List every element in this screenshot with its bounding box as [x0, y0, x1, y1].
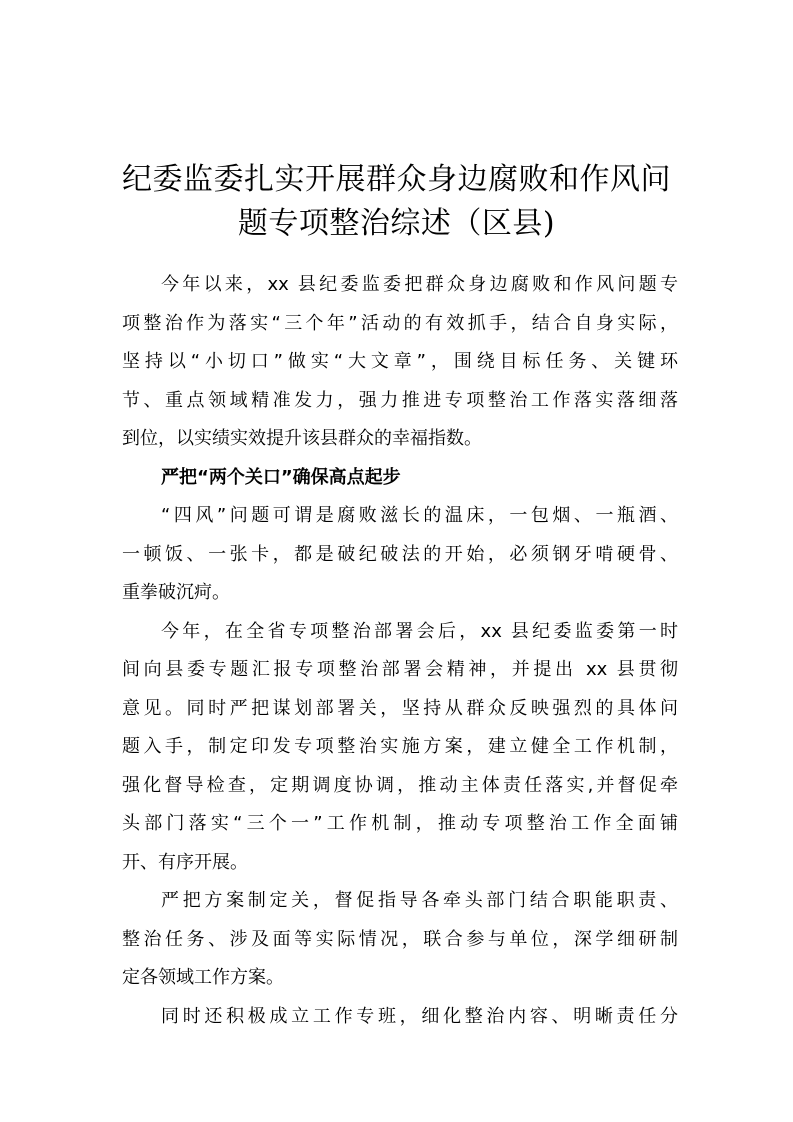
paragraph-four-winds — [122, 497, 678, 613]
text-line: 今年以来，xx 县纪委监委把群众身边腐败和作风问题专 — [161, 274, 678, 295]
text-line: 间向县委专题汇报专项整治部署会精神，并提出 xx 县贯彻 — [122, 659, 678, 680]
text-line: 整治任务、涉及面等实际情况，联合参与单位，深学细研制 — [122, 928, 678, 950]
text-line: 同时还积极成立工作专班，细化整治内容、明晰责任分 — [161, 1005, 678, 1027]
paragraph-intro — [122, 266, 678, 459]
text-line: 一顿饭、一张卡，都是破纪破法的开始，必须钢牙啃硬骨、 — [122, 543, 678, 565]
text-line: 头部门落实“三个一”工作机制，推动专项整治工作全面铺 — [122, 813, 678, 834]
text-line: 题入手，制定印发专项整治实施方案，建立健全工作机制， — [122, 736, 678, 757]
paragraph-plan — [122, 882, 678, 998]
title-line-2: 题专项整治综述（区县) — [237, 206, 556, 242]
section-heading: 严把“两个关口”确保高点起步 — [161, 466, 401, 488]
text-line: 定各领域工作方案。 — [122, 967, 284, 988]
text-line: 今年，在全省专项整治部署会后，xx 县纪委监委第一时 — [161, 620, 678, 642]
paragraph-deployment — [122, 613, 678, 883]
text-line: “四风”问题可谓是腐败滋长的温床，一包烟、一瓶酒、 — [161, 505, 678, 526]
text-line: 坚持以“小切口”做实“大文章”，围绕目标任务、关键环 — [122, 351, 678, 372]
title-line-1: 纪委监委扎实开展群众身边腐败和作风问 — [122, 162, 671, 198]
text-line: 意见。同时严把谋划部署关，坚持从群众反映强烈的具体问 — [122, 697, 678, 719]
document-body — [122, 266, 678, 1036]
text-line: 节、重点领域精准发力，强力推进专项整治工作落实落细落 — [122, 389, 678, 411]
document-title — [0, 158, 793, 246]
text-line: 强化督导检查，定期调度协调，推动主体责任落实,并督促牵 — [122, 774, 678, 796]
text-line: 开、有序开展。 — [122, 851, 248, 873]
text-line: 严把方案制定关，督促指导各牵头部门结合职能职责、 — [161, 890, 678, 911]
text-line: 到位，以实绩实效提升该县群众的幸福指数。 — [122, 428, 482, 449]
text-line: 项整治作为落实“三个年”活动的有效抓手，结合自身实际， — [122, 312, 678, 334]
text-line: 重拳破沉疴。 — [122, 582, 230, 603]
paragraph-task-force — [122, 998, 678, 1037]
